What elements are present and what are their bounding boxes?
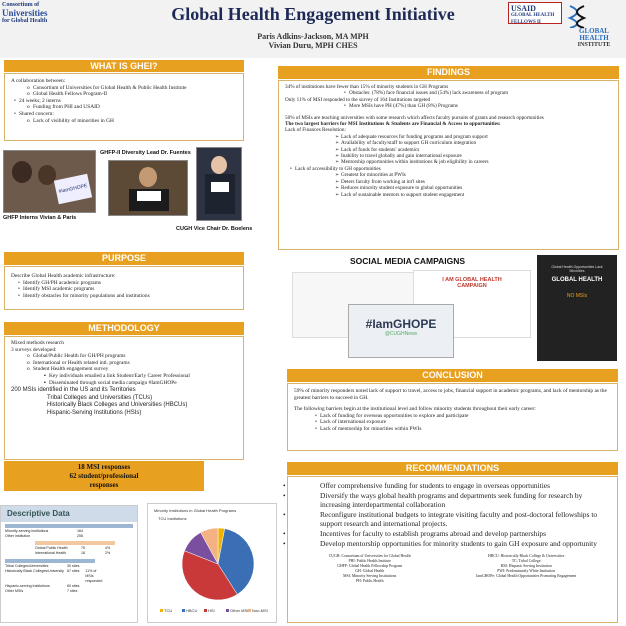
infographic-title: GLOBAL HEALTH bbox=[551, 277, 603, 283]
responses-line: responses bbox=[89, 481, 119, 489]
interns-caption: GHFP Interns Vivian & Paris bbox=[3, 215, 77, 221]
vice-chair-photo bbox=[196, 147, 242, 221]
legend-swatch bbox=[226, 609, 229, 612]
list-item: o Global/Public Health for GH/PH programs bbox=[33, 353, 237, 360]
abbrev-line: PHI: Public Health Institute bbox=[348, 559, 391, 564]
text-line: The two largest barriers for MSI Institutions & Students are Financial & Access to opportunities: bbox=[285, 121, 501, 128]
cell: 18 bbox=[81, 551, 85, 555]
cell: Global Public Health bbox=[35, 546, 68, 550]
list-item: • Incentives for faculty to establish programs abroad and develop partnerships bbox=[320, 529, 609, 539]
list-item: • Lack of funding for overseas opportunities to explore and participate bbox=[320, 413, 611, 420]
list-item: o Consortium of Universities for Global Health & Public Health Institute bbox=[33, 85, 237, 92]
text-line: The following barriers begin at the institutional level and follow minority students throughout their early career: bbox=[294, 406, 536, 413]
table-row bbox=[5, 534, 133, 539]
legend-title: TCU Institutions bbox=[158, 516, 187, 521]
abbrev-line: GHFP: Global Health Fellowship Program bbox=[337, 564, 403, 569]
list-item: • More MSIs have PH (47%) than GH (8%) Programs bbox=[349, 103, 612, 109]
table-header-bar bbox=[5, 559, 95, 563]
abbrev-right bbox=[476, 554, 576, 584]
handle-text: @CUGHNews bbox=[384, 331, 418, 337]
text-line: 59% of minority responders noted lack of support to travel, access to jobs, financial support in academic programs, and lack of mentorship as the greatest barriers to succeed in GH. bbox=[294, 388, 607, 401]
findings-text bbox=[278, 80, 619, 250]
responses-box bbox=[4, 461, 204, 491]
text-line: A collaboration between: bbox=[11, 78, 66, 84]
msi-line: Hispanic-Serving Institutions (HSIs) bbox=[47, 409, 142, 416]
conclusion-text bbox=[287, 383, 618, 451]
msi-line: Historically Black Colleges and Universities (HBCUs) bbox=[47, 402, 188, 409]
abbrev-left bbox=[329, 554, 411, 584]
legend-label: Non-MSI bbox=[252, 608, 268, 613]
chart-title: Minority Institutions in Global Health Programs bbox=[154, 508, 237, 513]
iamghope-card bbox=[348, 304, 454, 358]
authors bbox=[0, 32, 626, 50]
list-item: o Funding from PHI and USAID bbox=[33, 104, 237, 111]
abbrev-line: CUGH: Consortium of Universities for Global Health bbox=[328, 554, 411, 559]
list-item: o Student Health engagement survey bbox=[33, 366, 237, 373]
cell: 60 sites bbox=[67, 584, 80, 588]
list-item: ➢ Deters faculty from working at int'l sites bbox=[341, 179, 612, 185]
cell: 206 bbox=[77, 534, 83, 538]
abbrev-line: HSI: Hispanic Serving Institution bbox=[500, 564, 552, 569]
abbrev-line: GH: Global Health bbox=[355, 569, 385, 574]
cell: International Health bbox=[35, 551, 67, 555]
section-heading-methodology: METHODOLOGY bbox=[4, 322, 244, 335]
methodology-text bbox=[4, 336, 244, 460]
vice-chair-caption: CUGH Vice Chair Dr. Boelens bbox=[176, 226, 253, 232]
abbrev-line: MSI: Minority Serving Institutions bbox=[343, 574, 397, 579]
recommendations-text bbox=[287, 476, 618, 623]
list-item: • Reconfigure institutional budgets to integrate visiting faculty and post-doctoral fellowships to support research and international projects. bbox=[320, 510, 609, 529]
iamghope-sign: #IamGHOPE bbox=[54, 174, 92, 205]
section-heading-conclusion: CONCLUSION bbox=[287, 369, 618, 382]
usaid-line: GLOBAL HEALTH bbox=[511, 13, 555, 18]
list-item: ▪ Disseminated through social media campaign #IamGHOPe bbox=[49, 380, 237, 387]
list-item: • 24 weeks; 2 interns bbox=[19, 98, 237, 105]
abbrev-line: IamGHOPe: Global Health Opportunities Promoting Engagement bbox=[476, 574, 577, 579]
cell: 7 sites bbox=[67, 589, 78, 593]
list-item: • Lack of international exposure bbox=[320, 419, 611, 426]
cell: Hispanic-serving Institutions bbox=[5, 584, 50, 588]
table-header-bar bbox=[5, 524, 133, 528]
deputy-caption: GHFP-II Diversity Lead Dr. Fuentes bbox=[100, 150, 191, 156]
abbrev-line: PH: Public Health bbox=[355, 579, 384, 584]
response-note: 11% of MSIs responded bbox=[85, 569, 103, 583]
responses-line: 18 MSI responses bbox=[77, 463, 131, 471]
interns-photo bbox=[3, 150, 96, 213]
cell: 75 bbox=[81, 546, 85, 550]
legend-swatch bbox=[204, 609, 207, 612]
legend-swatch bbox=[182, 609, 185, 612]
abbreviations bbox=[296, 554, 609, 584]
section-heading-purpose: PURPOSE bbox=[4, 252, 244, 265]
infographic-stat: NO MSIs bbox=[566, 293, 588, 299]
logo-line: Universities bbox=[2, 8, 48, 18]
list-item: ➢ Mentorship opportunities within institutions & job eligibility in careers bbox=[341, 159, 612, 165]
msi-line: Tribal Colleges and Universities (TCUs) bbox=[47, 394, 153, 401]
poster-title: Global Health Engagement Initiative bbox=[171, 4, 455, 24]
purpose-text bbox=[4, 266, 244, 310]
abbrev-line: HBCU: Historically Black College & Universities bbox=[488, 554, 565, 559]
what-is-text bbox=[4, 73, 244, 141]
list-item: ▪ Key individuals emailed a link Student/Early Career Professional bbox=[49, 373, 237, 380]
text-line: 50% of MSIs are teaching universities with some research which affects faculty pursuits of grants and research opportunities bbox=[285, 114, 544, 121]
text-line: Only 11% of MSI responded to the survey of 164 Institutions targeted bbox=[285, 96, 431, 103]
list-item: • Identify obstacles for minority populations and institutions bbox=[23, 293, 237, 300]
text-line: Mixed methods research bbox=[11, 340, 64, 346]
list-item: • Develop mentorship opportunities for minority students to gain GH exposure and opportunity bbox=[320, 539, 609, 549]
list-item: ➢ Lack of funds for students' academics bbox=[341, 147, 612, 153]
list-item: ➢ Inability to travel globally and gain international exposure bbox=[341, 153, 612, 159]
logo-line: for Global Health bbox=[2, 18, 48, 24]
cell: 67 sites bbox=[67, 569, 80, 573]
ghf-line: INSTITUTE bbox=[577, 42, 611, 48]
list-item: • Diversify the ways global health programs and departments seek funding for research by increasing interdepartmental collaboration bbox=[320, 491, 609, 510]
dark-infographic bbox=[537, 255, 617, 361]
abbrev-line: TC: Tribal College bbox=[511, 559, 541, 564]
list-item: • Lack of mentorship for minorities within PWIs bbox=[320, 426, 611, 433]
author-1: Paris Adkins-Jackson, MA MPH bbox=[257, 32, 369, 41]
campaign-title: I AM GLOBAL HEALTH CAMPAIGN bbox=[442, 277, 502, 289]
legend-label: HSI bbox=[208, 608, 215, 613]
list-item: • Shared concern: bbox=[19, 111, 237, 118]
dna-icon bbox=[566, 4, 588, 28]
table-header-bar bbox=[35, 541, 115, 545]
list-item: • Identify MSI academic programs bbox=[23, 286, 237, 293]
logo-line: Consortium of bbox=[2, 2, 40, 8]
usaid-line: FELLOWS II bbox=[511, 20, 541, 25]
usaid-logo bbox=[508, 2, 562, 24]
table-row bbox=[5, 551, 133, 556]
descriptive-data-panel bbox=[0, 505, 138, 623]
list-item: ➢ Reduces minority student exposure to global opportunities bbox=[341, 185, 612, 191]
list-item: o Global Health Fellows Program-II bbox=[33, 91, 237, 98]
section-heading-what-is: WHAT IS GHEI? bbox=[4, 60, 244, 72]
list-item: ➢ Lack of adequate resources for funding programs and program support bbox=[341, 134, 612, 140]
legend-label: TCU bbox=[164, 608, 173, 613]
cell: 164 bbox=[77, 529, 83, 533]
abbrev-line: PWI: Predominately White Institution bbox=[497, 569, 556, 574]
list-item: ➢ Availability of faculty/staff to support GH curriculum integration bbox=[341, 140, 612, 146]
text-line: 3 surveys developed: bbox=[11, 346, 57, 353]
pie-chart-panel bbox=[147, 503, 277, 623]
text-line: Lack of Finances Resolution: bbox=[285, 127, 346, 134]
global-health-institute-logo bbox=[564, 28, 624, 54]
legend-label: HBCU bbox=[186, 608, 198, 613]
cell: Other institution bbox=[5, 534, 31, 538]
ghf-line: HEALTH bbox=[579, 34, 609, 42]
list-item: ➢ Greatest for minorities at PWIs bbox=[341, 172, 612, 178]
infographic-sub: Global Health Opportunities Lack Minorities bbox=[551, 265, 603, 273]
text-line: Describe Global Health academic infrastructure: bbox=[11, 273, 116, 279]
msi-list bbox=[11, 395, 237, 418]
cell: Historically Black Colleges/University bbox=[5, 569, 64, 573]
deputy-photo bbox=[108, 160, 188, 216]
author-2: Vivian Duru, MPH CHES bbox=[268, 41, 358, 50]
responses-line: 62 student/professional bbox=[69, 472, 139, 480]
cell: 2% bbox=[105, 551, 111, 555]
section-heading-findings: FINDINGS bbox=[278, 66, 619, 79]
legend-label: Other MSI bbox=[230, 608, 249, 613]
table-row bbox=[5, 589, 133, 594]
section-heading-recommendations: RECOMMENDATIONS bbox=[287, 462, 618, 475]
social-media-heading: SOCIAL MEDIA CAMPAIGNS bbox=[350, 256, 466, 266]
cell: Minority-serving institutions bbox=[5, 529, 49, 533]
text-line: 34% of institutions have fewer than 15% of minority students in GH Programs bbox=[285, 84, 449, 90]
cell: Tribal Colleges/Universities bbox=[5, 564, 49, 568]
list-item: • Lack of accessibility to GH opportunities bbox=[295, 166, 612, 172]
list-item: o Lack of visibility of minorities in GH bbox=[33, 118, 237, 125]
cell: 30 sites bbox=[67, 564, 80, 568]
list-item: o International or Health related intl. programs bbox=[33, 360, 237, 367]
legend-swatch bbox=[248, 609, 251, 612]
descriptive-heading: Descriptive Data bbox=[1, 506, 137, 522]
table-row bbox=[5, 569, 133, 584]
list-item: • Obstacles: (78%) face financial issues and (54%) lack awareness of program bbox=[349, 90, 612, 96]
list-item: • Identify GH/PH academic programs bbox=[23, 280, 237, 287]
legend-swatch bbox=[160, 609, 163, 612]
cell: 4% bbox=[105, 546, 111, 550]
usaid-word: USAID bbox=[511, 4, 536, 13]
cell: Other MSIs bbox=[5, 589, 24, 593]
list-item: ➢ Lack of sustainable mentors to support student engagement bbox=[341, 192, 612, 198]
ghf-line: GLOBAL bbox=[579, 27, 609, 35]
msi-heading: 200 MSIs identified in the US and its Territories bbox=[11, 387, 136, 394]
pie-chart bbox=[148, 504, 276, 622]
list-item: • Offer comprehensive funding for students to engage in overseas opportunities bbox=[320, 481, 609, 491]
hashtag-text: #IamGHOPE bbox=[365, 317, 437, 331]
